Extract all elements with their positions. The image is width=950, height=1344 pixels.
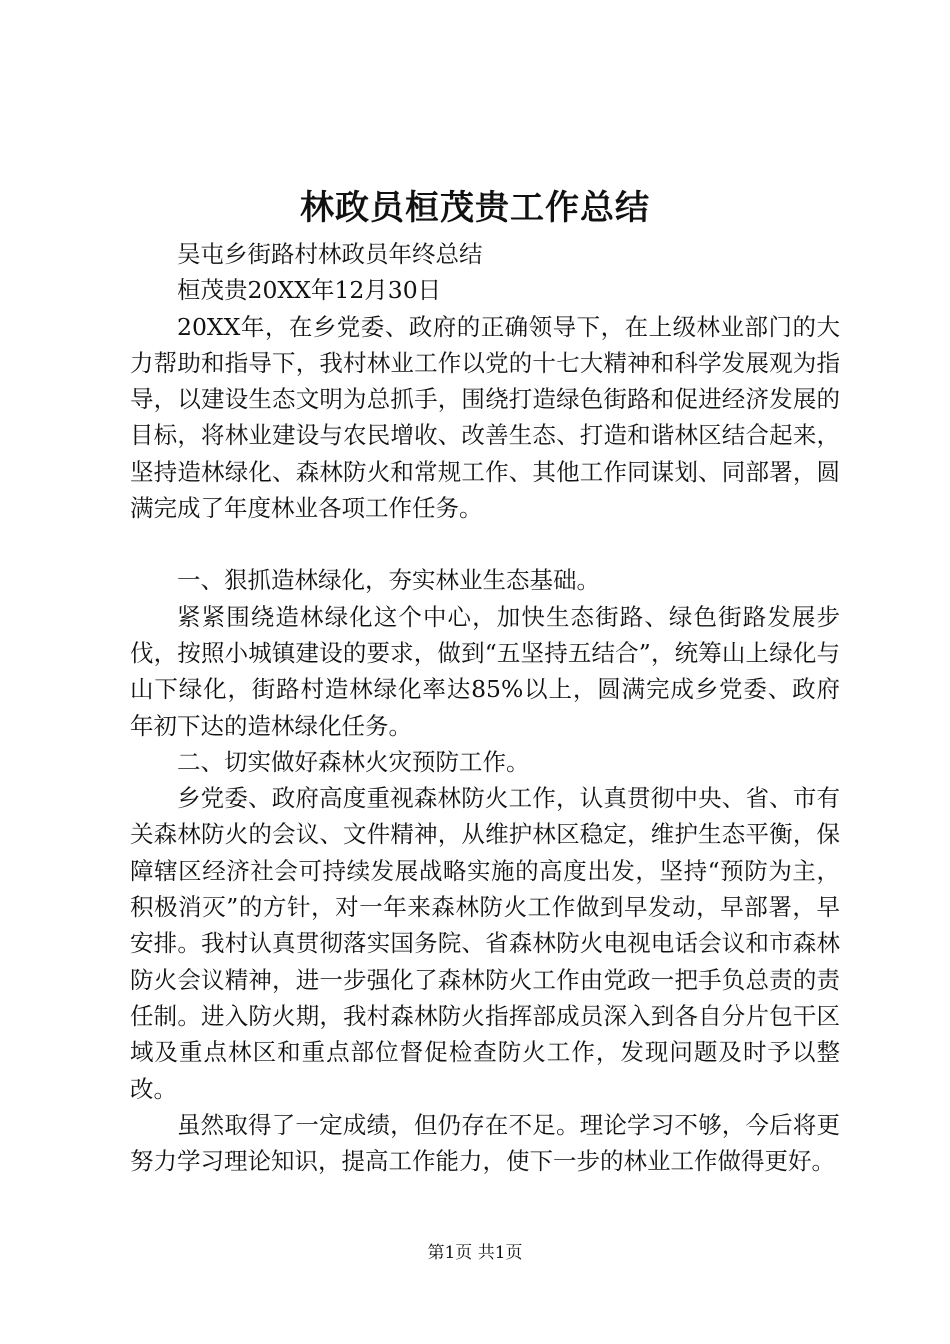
section-heading-2: 二、切实做好森林火灾预防工作。 [177,747,530,776]
intro-paragraph: 20XX年，在乡党委、政府的正确领导下，在上级林业部门的大力帮助和指导下，我村林业工作以党的十七大精神和科学发展观为指导，以建设生态文明为总抓手，围绕打造绿色街路和促进经济发展的目标，将林业建设与农民增收、改善生态、打造和谐林区结合起来，坚持造林绿化、森林防火和常规工作、其他工作同谋划、同部署，圆满完成了年度林业各项工作任务。 [130,312,840,523]
document-title: 林政员桓茂贵工作总结 [300,188,650,228]
page-footer: 第1页 共1页 [427,1243,523,1263]
author-date-line: 桓茂贵20XX年12月30日 [177,276,442,305]
subtitle-line: 吴屯乡街路村林政员年终总结 [177,240,483,268]
section-heading-1: 一、狠抓造林绿化，夯实林业生态基础。 [177,566,600,595]
closing-paragraph: 虽然取得了一定成绩，但仍存在不足。理论学习不够，今后将更努力学习理论知识，提高工作能力，使下一步的林业工作做得更好。 [130,1110,840,1176]
document-body [130,236,840,1179]
section-paragraph-2: 乡党委、政府高度重视森林防火工作，认真贯彻中央、省、市有关森林防火的会议、文件精神，从维护林区稳定，维护生态平衡，保障辖区经济社会可持续发展战略实施的高度出发，坚持“预防为主，积极消灭”的方针，对一年来森林防火工作做到早发动，早部署，早安排。我村认真贯彻落实国务院、省森林防火电视电话会议和市森林防火会议精神，进一步强化了森林防火工作由党政一把手负总责的责任制。进入防火期，我村森林防火指挥部成员深入到各自分片包干区域及重点林区和重点部位督促检查防火工作，发现问题及时予以整改。 [130,784,840,1103]
section-paragraph-1: 紧紧围绕造林绿化这个中心，加快生态街路、绿色街路发展步伐，按照小城镇建设的要求，做到“五坚持五结合”，统筹山上绿化与山下绿化，街路村造林绿化率达85%以上，圆满完成乡党委、政府年初下达的造林绿化任务。 [130,602,840,740]
paragraph-spacer [130,526,840,562]
